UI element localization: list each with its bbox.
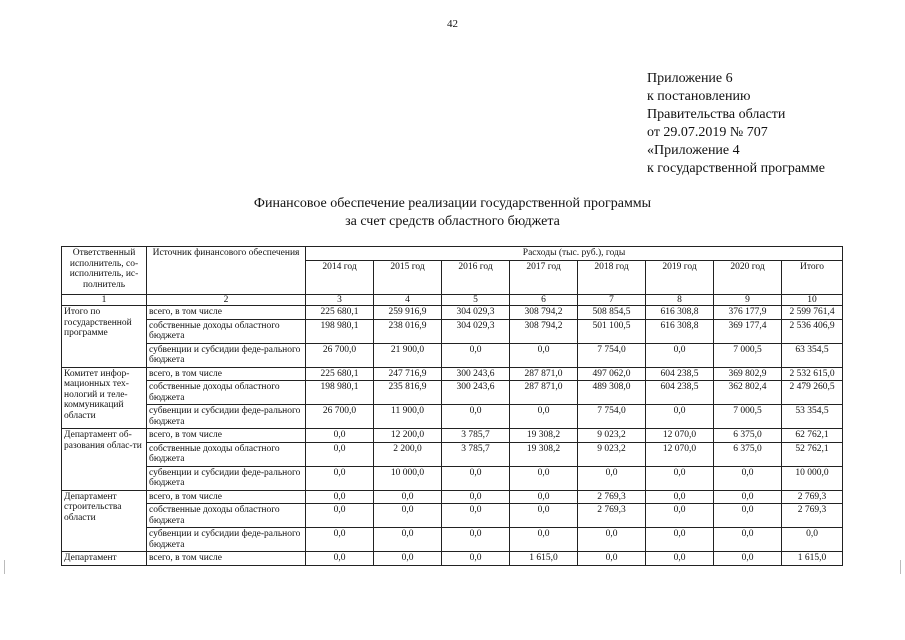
amount-cell: 7 754,0 — [578, 405, 646, 429]
amount-cell: 0,0 — [714, 504, 782, 528]
amount-cell: 21 900,0 — [374, 343, 442, 367]
amount-cell: 0,0 — [714, 466, 782, 490]
amount-cell: 369 177,4 — [714, 319, 782, 343]
amount-cell: 0,0 — [306, 490, 374, 504]
responsible-cell: Комитет инфор-мационных тех-нологий и теле-коммуникаций области — [62, 367, 147, 429]
source-cell: всего, в том числе — [147, 490, 306, 504]
amount-cell: 225 680,1 — [306, 306, 374, 320]
amount-cell: 19 308,2 — [510, 429, 578, 443]
amount-cell: 0,0 — [714, 528, 782, 552]
header-expenses: Расходы (тыс. руб.), годы — [306, 247, 843, 261]
amount-cell: 308 794,2 — [510, 319, 578, 343]
table-row — [62, 552, 843, 566]
amount-cell: 0,0 — [578, 552, 646, 566]
amount-cell: 198 980,1 — [306, 381, 374, 405]
amount-cell: 369 802,9 — [714, 367, 782, 381]
column-index: 8 — [646, 294, 714, 306]
amount-cell: 616 308,8 — [646, 319, 714, 343]
total-cell: 1 615,0 — [782, 552, 843, 566]
amount-cell: 9 023,2 — [578, 429, 646, 443]
amount-cell: 1 615,0 — [510, 552, 578, 566]
table-row — [62, 343, 843, 367]
amount-cell: 12 200,0 — [374, 429, 442, 443]
amount-cell: 304 029,3 — [442, 306, 510, 320]
appendix-line: к постановлению — [647, 89, 751, 104]
total-cell: 53 354,5 — [782, 405, 843, 429]
amount-cell: 604 238,5 — [646, 367, 714, 381]
amount-cell: 0,0 — [646, 552, 714, 566]
amount-cell: 259 916,9 — [374, 306, 442, 320]
amount-cell: 489 308,0 — [578, 381, 646, 405]
amount-cell: 26 700,0 — [306, 343, 374, 367]
amount-cell: 0,0 — [306, 504, 374, 528]
amount-cell: 0,0 — [442, 490, 510, 504]
header-year: 2019 год — [646, 260, 714, 294]
amount-cell: 287 871,0 — [510, 367, 578, 381]
column-index: 6 — [510, 294, 578, 306]
amount-cell: 0,0 — [714, 490, 782, 504]
table-row — [62, 442, 843, 466]
responsible-cell: Итого по государственной программе — [62, 306, 147, 368]
header-total: Итого — [782, 260, 843, 294]
amount-cell: 198 980,1 — [306, 319, 374, 343]
amount-cell: 12 070,0 — [646, 442, 714, 466]
amount-cell: 497 062,0 — [578, 367, 646, 381]
header-year: 2014 год — [306, 260, 374, 294]
column-index-row — [62, 294, 843, 306]
amount-cell: 7 000,5 — [714, 343, 782, 367]
page-number: 42 — [447, 18, 458, 30]
total-cell: 2 532 615,0 — [782, 367, 843, 381]
amount-cell: 0,0 — [306, 528, 374, 552]
appendix-line: «Приложение 4 — [647, 143, 740, 158]
column-index: 5 — [442, 294, 510, 306]
amount-cell: 0,0 — [374, 490, 442, 504]
header-year: 2016 год — [442, 260, 510, 294]
table-row — [62, 367, 843, 381]
amount-cell: 19 308,2 — [510, 442, 578, 466]
amount-cell: 0,0 — [442, 552, 510, 566]
total-cell: 52 762,1 — [782, 442, 843, 466]
appendix-line: Правительства области — [647, 107, 786, 122]
source-cell: субвенции и субсидии феде-рального бюджета — [147, 528, 306, 552]
amount-cell: 308 794,2 — [510, 306, 578, 320]
header-year: 2018 год — [578, 260, 646, 294]
column-index: 4 — [374, 294, 442, 306]
amount-cell: 0,0 — [646, 504, 714, 528]
amount-cell: 0,0 — [306, 442, 374, 466]
appendix-line: Приложение 6 — [647, 71, 733, 86]
amount-cell: 300 243,6 — [442, 381, 510, 405]
amount-cell: 0,0 — [510, 405, 578, 429]
amount-cell: 225 680,1 — [306, 367, 374, 381]
table-row — [62, 490, 843, 504]
appendix-block — [647, 70, 825, 178]
total-cell: 2 536 406,9 — [782, 319, 843, 343]
source-cell: всего, в том числе — [147, 367, 306, 381]
amount-cell: 0,0 — [442, 466, 510, 490]
amount-cell: 0,0 — [510, 528, 578, 552]
header-year: 2020 год — [714, 260, 782, 294]
column-index: 1 — [62, 294, 147, 306]
amount-cell: 0,0 — [306, 552, 374, 566]
amount-cell: 0,0 — [510, 504, 578, 528]
total-cell: 2 769,3 — [782, 490, 843, 504]
amount-cell: 6 375,0 — [714, 429, 782, 443]
amount-cell: 0,0 — [374, 552, 442, 566]
total-cell: 63 354,5 — [782, 343, 843, 367]
source-cell: собственные доходы областного бюджета — [147, 504, 306, 528]
responsible-cell: Департамент — [62, 552, 147, 566]
table-row — [62, 306, 843, 320]
amount-cell: 0,0 — [306, 466, 374, 490]
table-row — [62, 528, 843, 552]
appendix-line: к государственной программе — [647, 161, 825, 176]
amount-cell: 362 802,4 — [714, 381, 782, 405]
amount-cell: 0,0 — [374, 504, 442, 528]
document-title — [0, 195, 905, 231]
responsible-cell: Департамент об-разования облас-ти — [62, 429, 147, 491]
total-cell: 2 479 260,5 — [782, 381, 843, 405]
amount-cell: 0,0 — [374, 528, 442, 552]
source-cell: собственные доходы областного бюджета — [147, 381, 306, 405]
amount-cell: 3 785,7 — [442, 429, 510, 443]
header-responsible: Ответственный исполнитель, со-исполнитель, ис-полнитель — [62, 247, 147, 295]
amount-cell: 0,0 — [578, 528, 646, 552]
total-cell: 2 599 761,4 — [782, 306, 843, 320]
amount-cell: 0,0 — [510, 490, 578, 504]
amount-cell: 6 375,0 — [714, 442, 782, 466]
table-row — [62, 319, 843, 343]
header-year: 2015 год — [374, 260, 442, 294]
financing-table — [61, 246, 843, 566]
amount-cell: 2 769,3 — [578, 504, 646, 528]
amount-cell: 10 000,0 — [374, 466, 442, 490]
source-cell: собственные доходы областного бюджета — [147, 442, 306, 466]
header-year: 2017 год — [510, 260, 578, 294]
source-cell: субвенции и субсидии феде-рального бюджета — [147, 343, 306, 367]
column-index: 2 — [147, 294, 306, 306]
total-cell: 2 769,3 — [782, 504, 843, 528]
table-row — [62, 381, 843, 405]
amount-cell: 300 243,6 — [442, 367, 510, 381]
amount-cell: 26 700,0 — [306, 405, 374, 429]
scan-edge-mark — [900, 560, 901, 574]
amount-cell: 508 854,5 — [578, 306, 646, 320]
source-cell: субвенции и субсидии феде-рального бюджета — [147, 466, 306, 490]
amount-cell: 0,0 — [646, 466, 714, 490]
column-index: 3 — [306, 294, 374, 306]
amount-cell: 235 816,9 — [374, 381, 442, 405]
amount-cell: 304 029,3 — [442, 319, 510, 343]
source-cell: всего, в том числе — [147, 552, 306, 566]
amount-cell: 3 785,7 — [442, 442, 510, 466]
amount-cell: 0,0 — [442, 343, 510, 367]
amount-cell: 0,0 — [510, 343, 578, 367]
amount-cell: 0,0 — [306, 429, 374, 443]
total-cell: 10 000,0 — [782, 466, 843, 490]
table-row — [62, 405, 843, 429]
amount-cell: 0,0 — [646, 490, 714, 504]
appendix-line: от 29.07.2019 № 707 — [647, 125, 768, 140]
column-index: 9 — [714, 294, 782, 306]
amount-cell: 0,0 — [442, 504, 510, 528]
source-cell: всего, в том числе — [147, 429, 306, 443]
column-index: 7 — [578, 294, 646, 306]
amount-cell: 0,0 — [442, 405, 510, 429]
table-row — [62, 504, 843, 528]
amount-cell: 604 238,5 — [646, 381, 714, 405]
source-cell: всего, в том числе — [147, 306, 306, 320]
amount-cell: 0,0 — [578, 466, 646, 490]
amount-cell: 0,0 — [442, 528, 510, 552]
source-cell: собственные доходы областного бюджета — [147, 319, 306, 343]
amount-cell: 0,0 — [646, 528, 714, 552]
amount-cell: 9 023,2 — [578, 442, 646, 466]
amount-cell: 238 016,9 — [374, 319, 442, 343]
amount-cell: 287 871,0 — [510, 381, 578, 405]
amount-cell: 0,0 — [646, 343, 714, 367]
amount-cell: 247 716,9 — [374, 367, 442, 381]
amount-cell: 7 754,0 — [578, 343, 646, 367]
source-cell: субвенции и субсидии феде-рального бюджета — [147, 405, 306, 429]
amount-cell: 2 769,3 — [578, 490, 646, 504]
total-cell: 62 762,1 — [782, 429, 843, 443]
scan-edge-mark — [4, 560, 5, 574]
amount-cell: 0,0 — [510, 466, 578, 490]
amount-cell: 616 308,8 — [646, 306, 714, 320]
column-index: 10 — [782, 294, 843, 306]
table-row — [62, 429, 843, 443]
responsible-cell: Департамент строительства области — [62, 490, 147, 552]
amount-cell: 501 100,5 — [578, 319, 646, 343]
amount-cell: 12 070,0 — [646, 429, 714, 443]
amount-cell: 7 000,5 — [714, 405, 782, 429]
table-row — [62, 466, 843, 490]
amount-cell: 0,0 — [714, 552, 782, 566]
amount-cell: 0,0 — [646, 405, 714, 429]
amount-cell: 2 200,0 — [374, 442, 442, 466]
amount-cell: 11 900,0 — [374, 405, 442, 429]
title-line: за счет средств областного бюджета — [345, 214, 560, 229]
total-cell: 0,0 — [782, 528, 843, 552]
amount-cell: 376 177,9 — [714, 306, 782, 320]
header-source: Источник финансового обеспечения — [147, 247, 306, 295]
title-line: Финансовое обеспечение реализации государственной программы — [253, 196, 652, 211]
